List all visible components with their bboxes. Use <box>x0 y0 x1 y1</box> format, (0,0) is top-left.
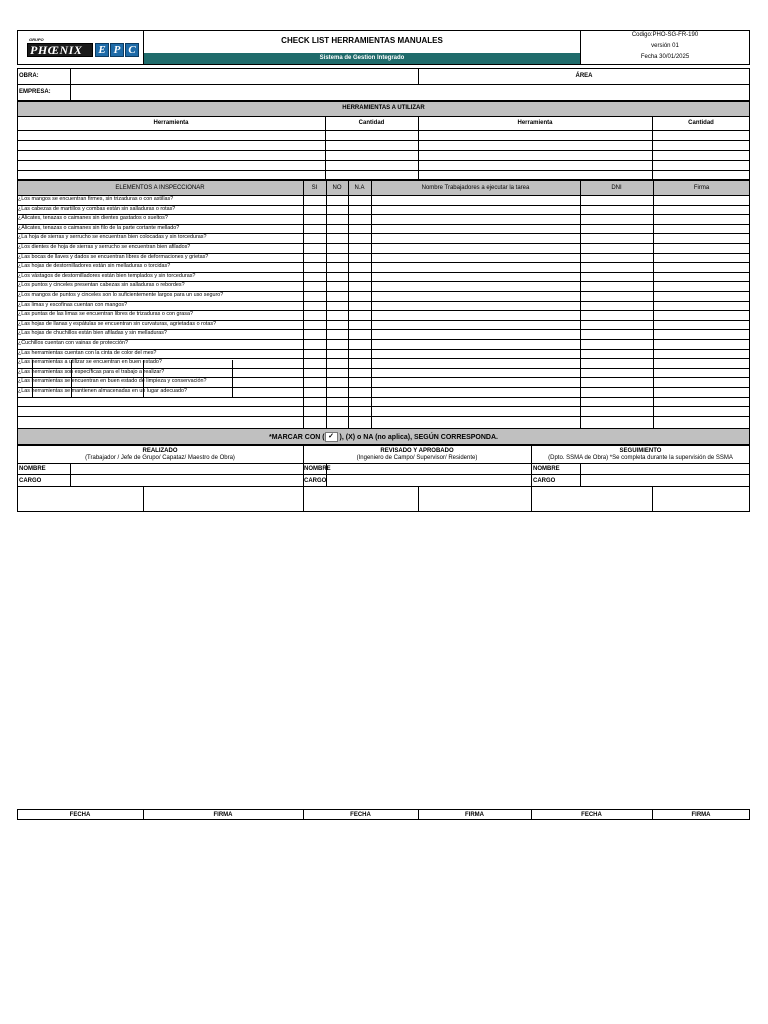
seguimiento-cargo-label: CARGO <box>533 478 556 484</box>
inspection-no-cell[interactable] <box>327 330 348 338</box>
logo-letter-p-text: P <box>113 44 121 56</box>
inspection-item-text: ¿Cuchillos cuentan con vainas de protección? <box>18 340 128 346</box>
inspection-na-cell[interactable] <box>349 244 371 252</box>
inspection-item-text: ¿Los mangos de puntos y cinceles son lo suficientemente largos para un uso seguro? <box>18 292 224 298</box>
inspection-na-cell[interactable] <box>349 292 371 300</box>
inspection-no-cell[interactable] <box>327 273 348 281</box>
logo-letter-e-text: E <box>98 44 106 56</box>
table-row <box>17 416 750 426</box>
inspection-no-cell[interactable] <box>327 234 348 242</box>
inspection-item-text: ¿Las herramientas cuentan con la cinta de color del mes? <box>18 350 157 356</box>
inspection-no-cell[interactable] <box>327 292 348 300</box>
revisado-nombre-label: NOMBRE <box>304 466 331 472</box>
inspection-na-cell[interactable] <box>349 254 371 262</box>
empresa-field[interactable] <box>71 85 749 100</box>
inspection-si-cell[interactable] <box>304 378 326 386</box>
document-title: CHECK LIST HERRAMIENTAS MANUALES <box>281 36 443 45</box>
inspection-si-cell[interactable] <box>304 225 326 233</box>
inspection-na-cell[interactable] <box>349 273 371 281</box>
inspection-na-cell[interactable] <box>349 350 371 358</box>
inspection-na-cell[interactable] <box>349 206 371 214</box>
inspection-item-text: ¿Los dientes de hoja de sierras y serrucho se encuentran bien afilados? <box>18 244 191 250</box>
inspection-col-no: NO <box>332 185 342 191</box>
inspection-na-cell[interactable] <box>349 388 371 396</box>
inspection-si-cell[interactable] <box>304 273 326 281</box>
inspection-si-cell[interactable] <box>304 350 326 358</box>
inspection-item-text: ¿Los puntos y cinceles presentan cabezas sin salladuras o rebordes? <box>18 282 185 288</box>
realizado-nombre-field[interactable] <box>71 464 302 474</box>
inspection-col-workers: Nombre Trabajadores a ejecutar la tarea <box>421 185 530 191</box>
revisado-cargo-label: CARGO <box>304 478 327 484</box>
document-code: Codigo:PHO-SG-FR-190 <box>631 32 699 38</box>
inspection-si-cell[interactable] <box>304 340 326 348</box>
inspection-item-text: ¿Las cabezas de martillos y combas están sin salladuras o rotas? <box>18 206 176 212</box>
tools-col-tool-2: Herramienta <box>517 120 553 126</box>
inspection-si-cell[interactable] <box>304 244 326 252</box>
inspection-no-cell[interactable] <box>327 263 348 271</box>
mark-note-before: *MARCAR CON ( <box>269 433 325 441</box>
inspection-item-text: ¿Las hojas de llanas y espátulas se encuentran sin curvaturas, agrietadas o rotas? <box>18 321 217 327</box>
inspection-item-text: ¿Las herramientas a utilizar se encuentran en buen estado? <box>18 359 162 365</box>
inspection-si-cell[interactable] <box>304 263 326 271</box>
inspection-si-cell[interactable] <box>304 359 326 367</box>
revisado-fecha-box[interactable] <box>304 487 417 511</box>
inspection-item-text: ¿Los vástagos de destornilladores están bien templados y sin torceduras? <box>18 273 196 279</box>
realizado-sub: (Trabajador / Jefe de Grupo/ Capataz/ Maestro de Obra) <box>85 455 235 461</box>
inspection-si-cell[interactable] <box>304 302 326 310</box>
inspection-col-si: SI <box>311 185 318 191</box>
document-date: Fecha 30/01/2025 <box>640 54 690 60</box>
inspection-no-cell[interactable] <box>327 340 348 348</box>
logo-main-text: PHŒNIX <box>30 43 83 57</box>
inspection-item-text: ¿Las herramientas son específicas para el trabajo a realizar? <box>18 369 165 375</box>
seguimiento-firma-box[interactable] <box>653 487 749 511</box>
inspection-no-cell[interactable] <box>327 196 348 204</box>
inspection-item-text: ¿Alicates, tenazas o caimanes sin dientes gastados o sueltos? <box>18 215 168 221</box>
inspection-si-cell[interactable] <box>304 215 326 223</box>
inspection-si-cell[interactable] <box>304 234 326 242</box>
revisado-cargo-field[interactable] <box>327 475 530 486</box>
seguimiento-sub: (Dpto. SSMA de Obra) *Se completa durante la supervisión de SSMA <box>548 455 733 461</box>
inspection-col-dni: DNI <box>611 185 622 191</box>
seguimiento-cargo-field[interactable] <box>581 475 749 486</box>
inspection-na-cell[interactable] <box>349 359 371 367</box>
company-logo <box>27 35 141 61</box>
inspection-no-cell[interactable] <box>327 378 348 386</box>
inspection-item-text: ¿Las hojas de destornilladores están sin melladuras o torcidas? <box>18 263 171 269</box>
inspection-na-cell[interactable] <box>349 330 371 338</box>
inspection-na-cell[interactable] <box>349 282 371 290</box>
tools-section-title: HERRAMIENTAS A UTILIZAR <box>342 105 425 111</box>
mark-note-after: ), (X) o NA (no aplica), SEGÚN CORRESPONDA. <box>337 433 498 441</box>
inspection-item-text: ¿La hoja de sierras y serrucho se encuentran bien colocadas y sin torceduras? <box>18 234 207 240</box>
inspection-si-cell[interactable] <box>304 196 326 204</box>
inspection-no-cell[interactable] <box>327 215 348 223</box>
revisado-nombre-field[interactable] <box>327 464 530 474</box>
tools-col-qty-1: Cantidad <box>358 120 385 126</box>
seguimiento-title: SEGUIMIENTO <box>619 448 662 454</box>
checkmark-icon: ✓ <box>325 432 338 442</box>
realizado-cargo-label: CARGO <box>19 478 42 484</box>
logo-letter-c-text: C <box>128 44 136 56</box>
seguimiento-fecha-box[interactable] <box>532 487 651 511</box>
inspection-no-cell[interactable] <box>327 254 348 262</box>
tools-col-qty-2: Cantidad <box>688 120 714 126</box>
revisado-sub: (Ingeniero de Campo/ Supervisor/ Residente) <box>356 455 478 461</box>
inspection-no-cell[interactable] <box>327 350 348 358</box>
inspection-si-cell[interactable] <box>304 321 326 329</box>
area-label: ÁREA <box>575 73 593 79</box>
footer-firma-1: FIRMA <box>213 812 233 818</box>
obra-label: OBRA: <box>19 73 39 79</box>
document-subtitle: Sistema de Gestion Integrado <box>319 55 405 61</box>
mark-note <box>17 432 750 442</box>
inspection-na-cell[interactable] <box>349 225 371 233</box>
inspection-no-cell[interactable] <box>327 311 348 319</box>
seguimiento-nombre-field[interactable] <box>581 464 749 474</box>
inspection-na-cell[interactable] <box>349 302 371 310</box>
inspection-item-text: ¿Alicates, tenazas o caimanes sin filo de la parte cortante mellado? <box>18 225 180 231</box>
inspection-col-items: ELEMENTOS A INSPECCIONAR <box>115 185 205 191</box>
inspection-col-firma: Firma <box>693 185 710 191</box>
empresa-label: EMPRESA: <box>19 89 51 95</box>
inspection-na-cell[interactable] <box>349 215 371 223</box>
inspection-si-cell[interactable] <box>304 311 326 319</box>
inspection-item-text: ¿Las puntas de las limas se encuentran libres de trizaduras o con grasa? <box>18 311 193 317</box>
realizado-nombre-label: NOMBRE <box>19 466 46 472</box>
realizado-cargo-field[interactable] <box>71 475 302 486</box>
inspection-item-text: ¿Las herramientas se mantienen almacenadas en un lugar adecuado? <box>18 388 188 394</box>
inspection-item-text: ¿Las hojas de chuchillos están bien afiladas y sin melladuras? <box>18 330 167 336</box>
inspection-item-text: ¿Las limas y escofinas cuentan con mangos? <box>18 302 128 308</box>
inspection-na-cell[interactable] <box>349 196 371 204</box>
inspection-na-cell[interactable] <box>349 321 371 329</box>
inspection-na-cell[interactable] <box>349 234 371 242</box>
document-version: versión 01 <box>651 43 679 49</box>
inspection-no-cell[interactable] <box>327 206 348 214</box>
realizado-title: REALIZADO <box>142 448 178 454</box>
inspection-si-cell[interactable] <box>304 254 326 262</box>
inspection-no-cell[interactable] <box>327 244 348 252</box>
inspection-na-cell[interactable] <box>349 378 371 386</box>
tools-col-tool-1: Herramienta <box>153 120 189 126</box>
footer-firma-2: FIRMA <box>465 812 484 818</box>
inspection-no-cell[interactable] <box>327 388 348 396</box>
inspection-si-cell[interactable] <box>304 330 326 338</box>
inspection-item-text: ¿Las herramientas se encuentran en buen estado de limpieza y conservación? <box>18 378 207 384</box>
footer-fecha-2: FECHA <box>350 812 371 818</box>
inspection-item-text: ¿Los mangos se encuentran firmes, sin trizaduras o con astillas? <box>18 196 174 202</box>
footer-firma-3: FIRMA <box>691 812 711 818</box>
inspection-si-cell[interactable] <box>304 369 326 377</box>
inspection-no-cell[interactable] <box>327 225 348 233</box>
revisado-title: REVISADO Y APROBADO <box>380 448 454 454</box>
inspection-si-cell[interactable] <box>304 206 326 214</box>
obra-field[interactable] <box>71 69 417 84</box>
inspection-na-cell[interactable] <box>349 311 371 319</box>
realizado-fecha-box[interactable] <box>18 487 142 511</box>
inspection-col-na: N.A <box>354 185 365 191</box>
seguimiento-nombre-label: NOMBRE <box>533 466 560 472</box>
inspection-no-cell[interactable] <box>327 359 348 367</box>
revisado-firma-box[interactable] <box>419 487 530 511</box>
inspection-item-text: ¿Las bocas de llaves y dados se encuentran libres de deformaciones y grietas? <box>18 254 209 260</box>
footer-fecha-1: FECHA <box>69 812 91 818</box>
inspection-no-cell[interactable] <box>327 302 348 310</box>
inspection-si-cell[interactable] <box>304 388 326 396</box>
inspection-si-cell[interactable] <box>304 292 326 300</box>
logo-small-text: GRUPO <box>29 37 44 42</box>
inspection-no-cell[interactable] <box>327 369 348 377</box>
footer-fecha-3: FECHA <box>581 812 602 818</box>
inspection-na-cell[interactable] <box>349 340 371 348</box>
inspection-na-cell[interactable] <box>349 369 371 377</box>
table-row <box>17 406 750 416</box>
inspection-no-cell[interactable] <box>327 321 348 329</box>
realizado-firma-box[interactable] <box>144 487 302 511</box>
inspection-no-cell[interactable] <box>327 282 348 290</box>
inspection-si-cell[interactable] <box>304 282 326 290</box>
inspection-na-cell[interactable] <box>349 263 371 271</box>
